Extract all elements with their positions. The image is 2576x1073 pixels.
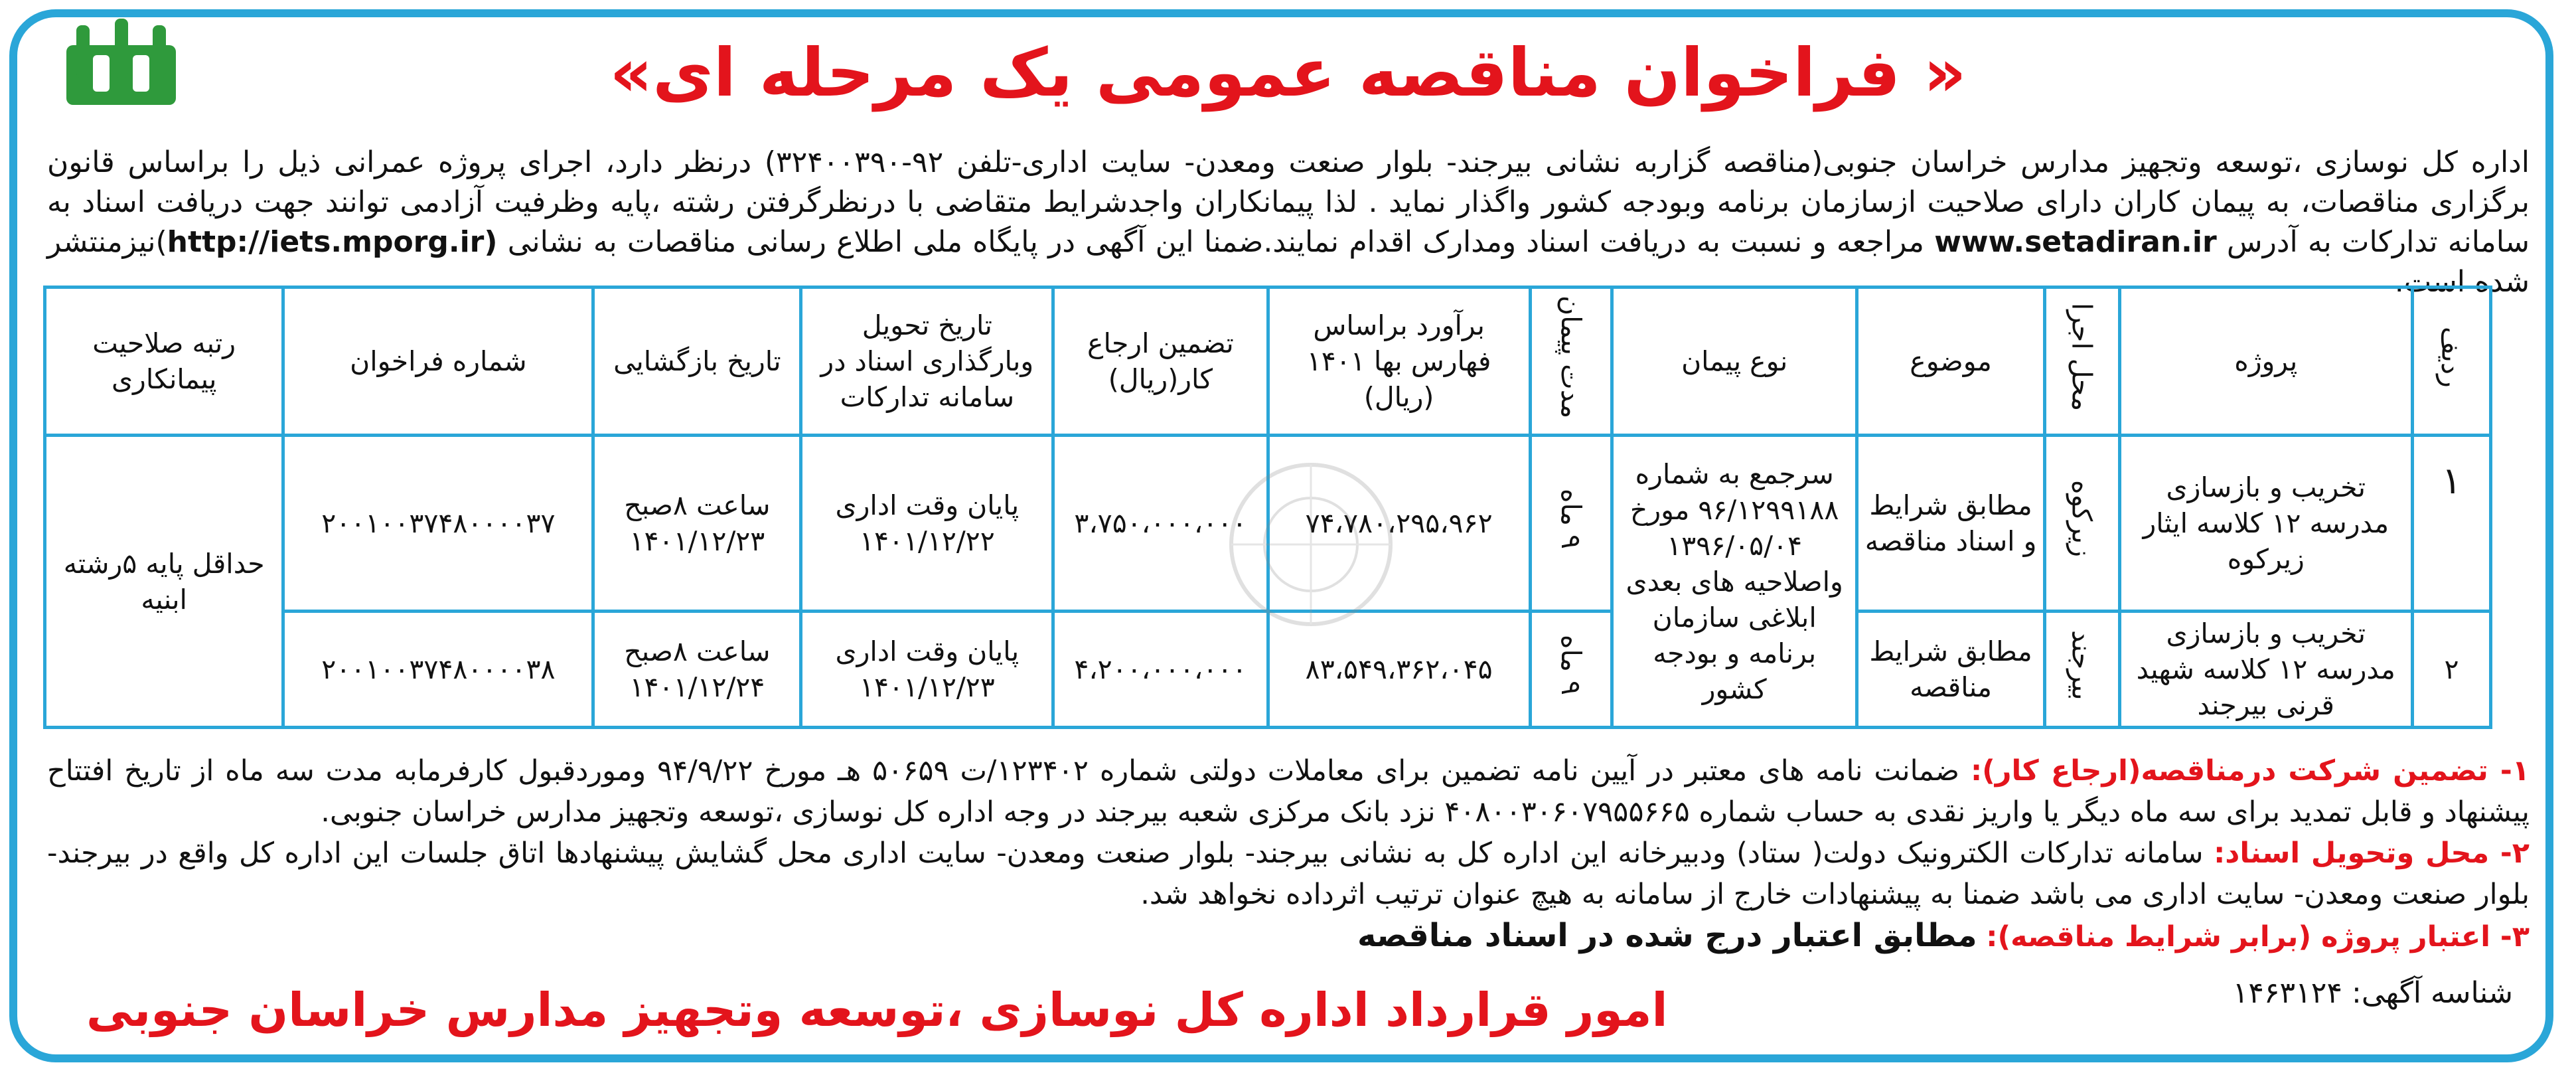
note-documents-label: ۲- محل وتحویل اسناد: (2214, 837, 2530, 870)
note-credit (47, 915, 2530, 957)
row-opening: ساعت ۸صبح ۱۴۰۱/۱۲/۲۳ (593, 436, 801, 612)
row-qualification: حداقل پایه ۵رشته ابنیه (45, 436, 283, 728)
row-duration: ۹ ماه (1530, 612, 1612, 728)
row-call-number: ۲۰۰۱۰۰۳۷۴۸۰۰۰۰۳۷ (283, 436, 593, 612)
intro-text-1: اداره کل نوسازی ،توسعه وتجهیز مدارس خراسان جنوبی(مناقصه گزاربه نشانی بیرجند- بلوار صنعت ومعدن- سایت اداری-تلفن ۹۲-۳۲۴۰۰۳۹۰) درنظر دارد، اجرای پروژه عمرانی ذیل را براساس قانون برگزاری مناقصات، به پیمان کاران دارای صلاحیت ازسازمان برنامه وبودجه کشور واگذار نماید . لذا پیمانکاران واجدشرایط متقاضی با درنظرگرفتن رشته ،پایه وظرفیت آزادمی توانند جهت دریافت اسناد به سامانه تدارکات به آدرس (47, 145, 2530, 259)
header-contract-type: نوع پیمان (1612, 288, 1857, 436)
note-credit-text: مطابق اعتبار درج شده در اسناد مناقصه (1357, 917, 1977, 954)
row-number: ۲ (2412, 612, 2490, 728)
note-guarantee (47, 750, 2530, 833)
note-guarantee-label: ۱- تضمین شرکت درمناقصه(ارجاع کار): (1970, 754, 2530, 787)
header-estimate: برآورد براساس فهارس بها ۱۴۰۱ (ریال) (1268, 288, 1530, 436)
row-delivery: پایان وقت اداری ۱۴۰۱/۱۲/۲۲ (801, 436, 1053, 612)
notes-section (47, 750, 2530, 957)
intro-text-3: )نیزمنتشر شده است. (47, 225, 2530, 299)
header-call-number: شماره فراخوان (283, 288, 593, 436)
setadiran-link: www.setadiran.ir (1934, 225, 2217, 259)
note-documents (47, 833, 2530, 915)
note-documents-text: سامانه تدارکات الکترونیک دولت( ستاد) ودبیرخانه این اداره کل به نشانی بیرجند- بلوار صنعت ومعدن- سایت اداری محل گشایش پیشنهادها اتاق جلسات این اداره کل واقع در بیرجند- بلوار صنعت ومعدن- سایت اداری می باشد ضمنا به پیشنهادات خارج از سامانه به هیچ عنوان ترتیب اثرداده نخواهد شد. (47, 837, 2530, 911)
header-delivery: تاریخ تحویل وبارگذاری اسناد در سامانه تدارکات (801, 288, 1053, 436)
row-subject: مطابق شرایط مناقصه (1857, 612, 2044, 728)
header-duration: مدت پیمان (1530, 288, 1612, 436)
header-subject: موضوع (1857, 288, 2044, 436)
row-project: تخریب و بازسازی مدرسه ۱۲ کلاسه شهید قرنی بیرجند (2119, 612, 2412, 728)
table-header-row (45, 288, 2491, 436)
row-location: زیرکوه (2044, 436, 2119, 612)
header-project: پروژه (2119, 288, 2412, 436)
iets-link: (http://iets.mporg.ir (167, 225, 498, 259)
header-qualification: رتبه صلاحیت پیمانکاری (45, 288, 283, 436)
intro-text-2: مراجعه و نسبت به دریافت اسناد ومدارک اقدام نمایند.ضمنا این آگهی در پایگاه ملی اطلاع رسانی مناقصات به نشانی (507, 225, 1924, 259)
row-location: بیرجند (2044, 612, 2119, 728)
row-subject: مطابق شرایط و اسناد مناقصه (1857, 436, 2044, 612)
row-number: ۱ (2412, 436, 2490, 612)
watermark-logo (1155, 425, 1467, 691)
row-contract-type: سرجمع به شماره ۹۶/۱۲۹۹۱۸۸ مورخ ۱۳۹۶/۰۵/۰۴ واصلاحیه های بعدی ابلاغی سازمان برنامه و بودجه کشور (1612, 436, 1857, 728)
row-project: تخریب و بازسازی مدرسه ۱۲ کلاسه ایثار زیرکوه (2119, 436, 2412, 612)
row-guarantee: ۳،۷۵۰،۰۰۰،۰۰۰ (1053, 436, 1268, 612)
row-estimate: ۷۴،۷۸۰،۲۹۵،۹۶۲ (1268, 436, 1530, 612)
intro-paragraph (47, 143, 2530, 302)
row-call-number: ۲۰۰۱۰۰۳۷۴۸۰۰۰۰۳۸ (283, 612, 593, 728)
signature: امور قرارداد اداره کل نوسازی ،توسعه وتجهیز مدارس خراسان جنوبی (86, 983, 1668, 1037)
row-opening: ساعت ۸صبح ۱۴۰۱/۱۲/۲۴ (593, 612, 801, 728)
header-guarantee: تضمین ارجاع کار(ریال) (1053, 288, 1268, 436)
ad-identifier: شناسه آگهی: ۱۴۶۳۱۲۴ (2232, 976, 2513, 1010)
row-delivery: پایان وقت اداری ۱۴۰۱/۱۲/۲۳ (801, 612, 1053, 728)
header-opening: تاریخ بازگشایی (593, 288, 801, 436)
row-guarantee: ۴،۲۰۰،۰۰۰،۰۰۰ (1053, 612, 1268, 728)
row-duration: ۹ ماه (1530, 436, 1612, 612)
page-title: « فراخوان مناقصه عمومی یک مرحله ای» (609, 34, 1967, 112)
row-estimate: ۸۳،۵۴۹،۳۶۲،۰۴۵ (1268, 612, 1530, 728)
note-guarantee-text: ضمانت نامه های معتبر در آیین نامه تضمین برای معاملات دولتی شماره ۱۲۳۴۰۲/ت ۵۰۶۵۹ هـ مورخ ۹۴/۹/۲۲ وموردقبول کارفرمابه مدت سه ماه از تاریخ افتتاح پیشنهاد و قابل تمدید برای سه ماه دیگر یا واریز نقدی به حساب شماره ۴۰۸۰۰۳۰۶۰۷۹۵۵۶۶۵ نزد بانک مرکزی شعبه بیرجند در وجه اداره کل نوسازی ،توسعه وتجهیز مدارس خراسان جنوبی. (47, 754, 2530, 829)
header-location: محل اجرا (2044, 288, 2119, 436)
note-credit-label: ۳- اعتبار پروژه (برابر شرایط مناقصه): (1986, 920, 2530, 953)
header-row-number: ردیف (2412, 288, 2490, 436)
